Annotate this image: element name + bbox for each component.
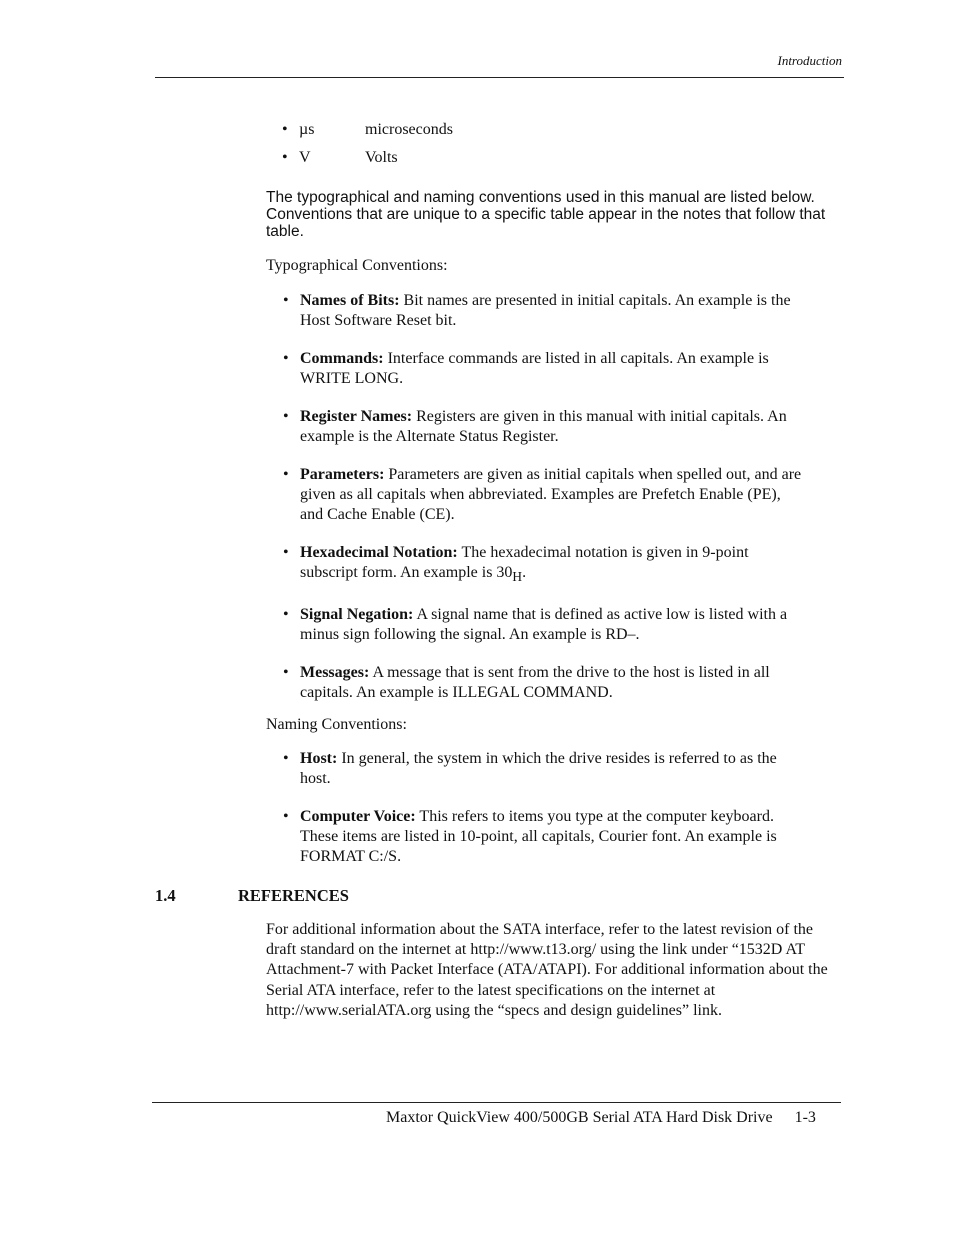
list-item bbox=[283, 291, 803, 331]
convention-text: A signal name that is defined as active low is listed with a minus sign following the signal. An example is RD–. bbox=[300, 606, 788, 644]
typographical-label: Typographical Conventions: bbox=[266, 257, 448, 274]
list-item bbox=[283, 663, 803, 703]
convention-text: This refers to items you type at the computer keyboard. These items are listed in 10-point, all capitals, Courier font. An example is FORMAT C:/S. bbox=[300, 808, 777, 865]
convention-term: Commands: bbox=[300, 350, 384, 367]
convention-term: Messages: bbox=[300, 664, 370, 682]
page-footer bbox=[386, 1109, 816, 1127]
bullet: • bbox=[283, 664, 289, 682]
references-paragraph: For additional information about the SATA interface, refer to the latest revision of the draft standard on the internet at http://www.t13.org/ using the link under “1532D AT Attachment-7 with Packet Interface (ATA/ATAPI). For additional information about the Serial ATA interface, refer to the latest specifications on the internet at http://www.serialATA.org using the “specs and design guidelines” link. bbox=[266, 921, 828, 1019]
naming-label: Naming Conventions: bbox=[266, 716, 407, 733]
convention-term: Signal Negation: bbox=[300, 606, 414, 624]
unit-meaning: microseconds bbox=[365, 121, 453, 138]
footer-title: Maxtor QuickView 400/500GB Serial ATA Hard Disk Drive bbox=[386, 1109, 773, 1126]
unit-list bbox=[282, 121, 453, 177]
bullet: • bbox=[283, 292, 289, 309]
bullet: • bbox=[283, 408, 289, 425]
subscript: H bbox=[512, 569, 523, 585]
convention-term: Hexadecimal Notation: bbox=[300, 544, 458, 561]
unit-symbol: µs bbox=[299, 121, 315, 138]
references-heading bbox=[155, 886, 349, 906]
convention-text: The hexadecimal notation is given in 9-point subscript form. An example is 30 bbox=[300, 544, 749, 581]
intro-paragraph: The typographical and naming conventions used in this manual are listed below. Conventions that are unique to a specific table appear in the notes that follow that table. bbox=[266, 189, 826, 240]
list-item bbox=[283, 605, 803, 645]
bullet: • bbox=[283, 808, 289, 825]
convention-term: Parameters: bbox=[300, 466, 385, 483]
convention-tail: . bbox=[522, 564, 527, 581]
bullet: • bbox=[283, 750, 289, 767]
unit-meaning: Volts bbox=[365, 149, 398, 166]
bullet: • bbox=[282, 121, 288, 138]
list-item bbox=[282, 149, 453, 177]
list-item bbox=[283, 407, 803, 447]
footer-rule bbox=[152, 1102, 841, 1103]
list-item bbox=[283, 749, 803, 789]
page-number: 1-3 bbox=[794, 1109, 816, 1126]
convention-term: Register Names: bbox=[300, 408, 413, 425]
list-item bbox=[283, 807, 803, 867]
list-item bbox=[282, 121, 453, 149]
convention-text: Interface commands are listed in all capitals. An example is WRITE LONG. bbox=[300, 350, 769, 387]
convention-term: Computer Voice: bbox=[300, 808, 416, 825]
convention-text: Bit names are presented in initial capitals. An example is the Host Software Reset bit. bbox=[300, 292, 791, 329]
header-rule bbox=[155, 77, 844, 78]
naming-list bbox=[283, 749, 803, 885]
convention-term: Names of Bits: bbox=[300, 292, 400, 309]
list-item bbox=[283, 349, 803, 389]
list-item bbox=[283, 465, 803, 525]
convention-text: A message that is sent from the drive to the host is listed in all capitals. An example is ILLEGAL COMMAND. bbox=[300, 664, 770, 702]
list-item bbox=[283, 543, 803, 587]
convention-text: Parameters are given as initial capitals when spelled out, and are given as all capitals when abbreviated. Examples are Prefetch Enable (PE), and Cache Enable (CE). bbox=[300, 466, 802, 523]
bullet: • bbox=[283, 606, 289, 624]
section-number: 1.4 bbox=[155, 886, 176, 905]
running-header: Introduction bbox=[777, 53, 842, 68]
bullet: • bbox=[283, 350, 289, 367]
section-title: REFERENCES bbox=[238, 886, 349, 905]
convention-term: Host: bbox=[300, 750, 338, 767]
convention-text: Registers are given in this manual with initial capitals. An example is the Alternate Status Register. bbox=[300, 408, 787, 445]
bullet: • bbox=[283, 544, 289, 561]
unit-symbol: V bbox=[299, 149, 311, 166]
bullet: • bbox=[282, 149, 288, 166]
convention-text: In general, the system in which the drive resides is referred to as the host. bbox=[300, 750, 777, 787]
typographical-list bbox=[283, 291, 803, 721]
bullet: • bbox=[283, 466, 289, 483]
